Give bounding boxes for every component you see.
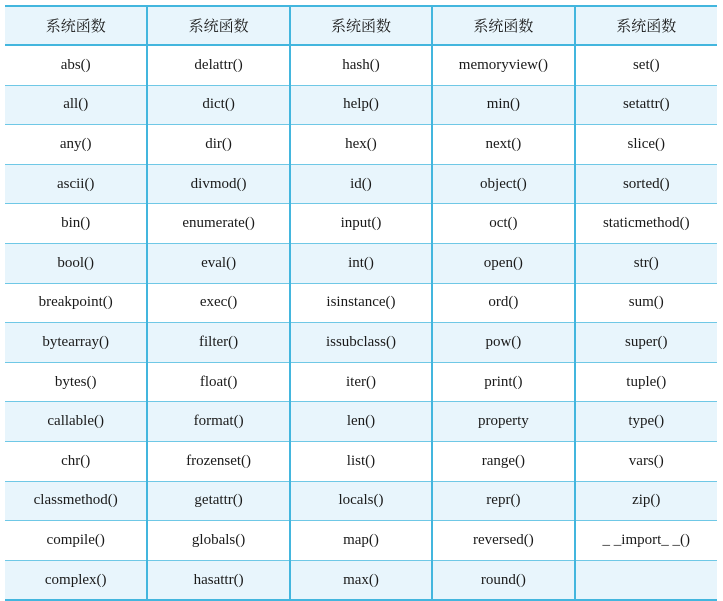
table-cell: set() [575, 45, 717, 85]
table-cell: iter() [290, 362, 432, 402]
table-cell: pow() [432, 323, 574, 363]
table-cell: divmod() [147, 164, 289, 204]
table-cell: frozenset() [147, 441, 289, 481]
table-cell: id() [290, 164, 432, 204]
table-cell: vars() [575, 441, 717, 481]
table-cell: staticmethod() [575, 204, 717, 244]
table-cell: slice() [575, 125, 717, 165]
table-cell: zip() [575, 481, 717, 521]
table-cell: round() [432, 560, 574, 600]
table-cell: isinstance() [290, 283, 432, 323]
table-cell: range() [432, 441, 574, 481]
table-cell: min() [432, 85, 574, 125]
table-cell: property [432, 402, 574, 442]
table-cell: getattr() [147, 481, 289, 521]
table-cell: ord() [432, 283, 574, 323]
table-cell: sorted() [575, 164, 717, 204]
table-cell: int() [290, 243, 432, 283]
table-cell: eval() [147, 243, 289, 283]
table-cell: delattr() [147, 45, 289, 85]
table-row [5, 402, 717, 442]
table-row [5, 481, 717, 521]
table-row [5, 283, 717, 323]
table-cell: open() [432, 243, 574, 283]
table-row [5, 560, 717, 600]
table-cell: hash() [290, 45, 432, 85]
table-cell: _ _import_ _() [575, 521, 717, 561]
table-cell: map() [290, 521, 432, 561]
table-cell [575, 560, 717, 600]
header-cell: 系统函数 [147, 6, 289, 45]
header-cell: 系统函数 [290, 6, 432, 45]
table-cell: float() [147, 362, 289, 402]
table-cell: ascii() [5, 164, 147, 204]
header-cell: 系统函数 [432, 6, 574, 45]
table-cell: bytes() [5, 362, 147, 402]
table-cell: enumerate() [147, 204, 289, 244]
header-cell: 系统函数 [5, 6, 147, 45]
table-cell: locals() [290, 481, 432, 521]
table-row [5, 125, 717, 165]
table-cell: issubclass() [290, 323, 432, 363]
table-cell: bool() [5, 243, 147, 283]
table-cell: bin() [5, 204, 147, 244]
table-cell: oct() [432, 204, 574, 244]
table-cell: abs() [5, 45, 147, 85]
table-row [5, 45, 717, 85]
table-cell: help() [290, 85, 432, 125]
table-row [5, 362, 717, 402]
table-cell: dir() [147, 125, 289, 165]
table-cell: complex() [5, 560, 147, 600]
table-cell: dict() [147, 85, 289, 125]
table-cell: hex() [290, 125, 432, 165]
table-row [5, 323, 717, 363]
table-cell: len() [290, 402, 432, 442]
table-cell: print() [432, 362, 574, 402]
table-cell: bytearray() [5, 323, 147, 363]
table-row [5, 243, 717, 283]
table-header-row [5, 6, 717, 45]
table-cell: next() [432, 125, 574, 165]
header-cell: 系统函数 [575, 6, 717, 45]
functions-table-container [5, 5, 717, 601]
table-cell: breakpoint() [5, 283, 147, 323]
table-cell: super() [575, 323, 717, 363]
table-row [5, 204, 717, 244]
table-cell: reversed() [432, 521, 574, 561]
table-cell: repr() [432, 481, 574, 521]
table-row [5, 441, 717, 481]
table-cell: type() [575, 402, 717, 442]
table-cell: globals() [147, 521, 289, 561]
table-cell: compile() [5, 521, 147, 561]
table-cell: object() [432, 164, 574, 204]
table-cell: hasattr() [147, 560, 289, 600]
table-cell: exec() [147, 283, 289, 323]
table-cell: tuple() [575, 362, 717, 402]
table-cell: max() [290, 560, 432, 600]
system-functions-table [5, 5, 717, 601]
table-cell: any() [5, 125, 147, 165]
table-cell: classmethod() [5, 481, 147, 521]
table-cell: all() [5, 85, 147, 125]
table-cell: memoryview() [432, 45, 574, 85]
table-row [5, 164, 717, 204]
table-row [5, 521, 717, 561]
table-cell: setattr() [575, 85, 717, 125]
table-row [5, 85, 717, 125]
table-cell: input() [290, 204, 432, 244]
table-cell: chr() [5, 441, 147, 481]
table-cell: sum() [575, 283, 717, 323]
table-cell: str() [575, 243, 717, 283]
table-cell: list() [290, 441, 432, 481]
table-cell: filter() [147, 323, 289, 363]
table-cell: callable() [5, 402, 147, 442]
table-cell: format() [147, 402, 289, 442]
